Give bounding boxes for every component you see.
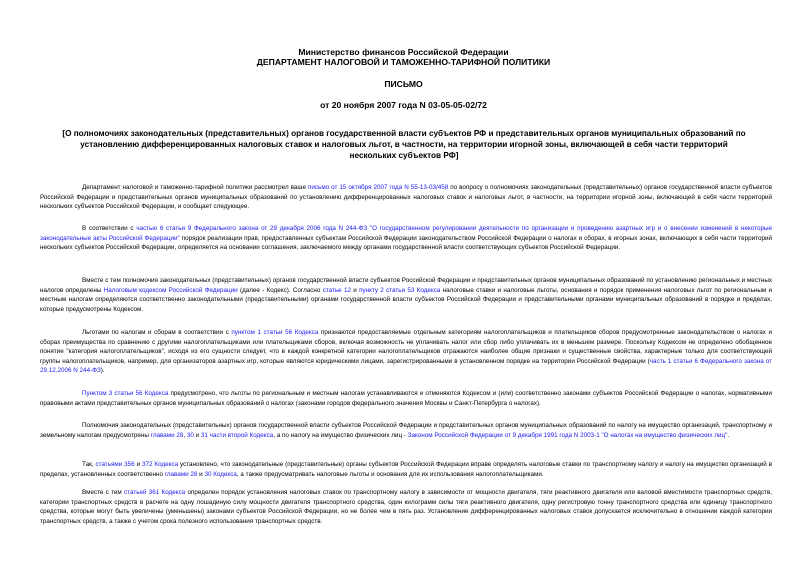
doc-link[interactable]: статьей 361 Кодекса (124, 489, 186, 496)
paragraph-text: установлено, что законодательные (представительные) органы субъектов Российской Федерации вправе определять налоговые ставки по транспортному налогу и налогу на имущество организаций в пределах, установленных соответственно (40, 461, 772, 478)
paragraph-text: Так, (82, 461, 96, 468)
doc-link[interactable]: пункту 2 статьи 53 Кодекса (359, 286, 441, 294)
doc-link[interactable]: Налоговым кодексом Российской Федерации (103, 286, 238, 294)
doc-link[interactable]: 30 (186, 431, 194, 439)
paragraph-4 (40, 328, 772, 376)
paragraph-2 (40, 224, 772, 253)
doc-link[interactable]: Законом Российской Федерации от 9 декабря 1991 года N 2003-1 "О налогах на имущество физических лиц" (407, 431, 728, 439)
paragraph-text: , а также предусматривать налоговые льготы и основания для их использования налогоплательщиками. (236, 470, 544, 478)
document-type: ПИСЬМО (384, 79, 423, 89)
paragraph-7 (40, 460, 772, 479)
doc-link[interactable]: 30 Кодекса (204, 470, 237, 478)
doc-link[interactable]: 372 Кодекса (142, 461, 179, 468)
paragraph-text: . (727, 431, 730, 439)
paragraph-text: признаются предоставляемые отдельным категориям налогоплательщиков и плательщиков сборов предусмотренные законодательством о налогах и сборах преимущества по сравнению с другими налогоплательщиками или плательщиками сборов, включая возможность не уплачивать налог или сбор либо уплачивать их в меньшем размере. Поскольку Кодексом не определено обобщенное понятие "категория налогоплательщиков", исходя из его сущности следует, что в каждой конкретной категории налогоплательщиков отражаются наиболее общие признаки и существенные свойства, характерные только для соответствующей группы налогоплательщиков, например, для организаторов азартных игр, которые являются юридическими лицами, зарегистрированными в установленном порядке на территории Российской Федерации ( (40, 329, 772, 365)
paragraph-text: (далее - Кодекс). Согласно (237, 286, 323, 294)
doc-link[interactable]: главами 28 (150, 431, 184, 439)
paragraph-6 (40, 421, 772, 440)
doc-link[interactable]: статье 12 (322, 286, 351, 294)
paragraph-text: В соответствии с (82, 225, 137, 232)
paragraph-text: и (197, 470, 205, 478)
paragraph-text: ). (100, 367, 105, 374)
document-date-number: от 20 ноября 2007 года N 03-05-05-02/72 (320, 100, 487, 110)
doc-link[interactable]: письмо от 15 октября 2007 года N 55-13-03/458 (307, 184, 449, 191)
paragraph-text: Льготами по налогам и сборам в соответствии с (82, 329, 232, 336)
department-name: ДЕПАРТАМЕНТ НАЛОГОВОЙ И ТАМОЖЕННО-ТАРИФНОЙ ПОЛИТИКИ (256, 57, 551, 67)
paragraph-text: и (134, 461, 142, 468)
paragraph-text: Вместе с тем (82, 489, 124, 496)
doc-link[interactable]: главами 28 (164, 470, 198, 478)
paragraph-text: по вопросу о полномочиях законодательных (представительных) органов государственной власти субъектов Российской Федерации и представительных органов муниципальных образований по установлению дифференцированных налоговых ставок и налоговых льгот, в частности, на территории игорной зоны, включающей в себя части территорий нескольких субъектов Российской Федерации, и сообщает следующее. (40, 184, 772, 210)
paragraph-text: и (350, 286, 360, 294)
paragraph-8 (40, 488, 772, 526)
paragraph-text: и (193, 431, 201, 439)
doc-link[interactable]: Пунктом 3 статьи 56 Кодекса (82, 390, 169, 397)
paragraph-text: , (183, 431, 187, 439)
document-subject: [О полномочиях законодательных (представительных) органов государственной власти субъектов РФ и представительных органов муниципальных образований по установлению дифференцированных налоговых ставок и налоговых льгот, в частности, на территории игорной зоны, включающей в себя части территорий нескольких субъектов РФ] (62, 129, 746, 160)
ministry-name: Министерство финансов Российской Федерации (298, 47, 509, 57)
doc-link[interactable]: статьями 356 (95, 461, 135, 468)
paragraph-text: , а по налогу на имущество физических лиц - (273, 431, 408, 439)
doc-link[interactable]: пунктом 1 статьи 56 Кодекса (231, 329, 319, 336)
paragraph-5 (40, 389, 772, 408)
paragraph-text: предусмотрено, что льготы по региональным и местным налогам устанавливаются и отменяются Кодексом и (или) соответственно законами субъектов Российской Федерации о налогах, нормативными правовыми актами представительных органов муниципальных образований о налогах (законами городов федерального значения Москвы и Санкт-Петербурга о налогах). (40, 390, 772, 407)
paragraph-text: налоговые ставки и налоговые льготы, основания и порядок применения налоговых льгот по региональным и местным налогам определяются соответственно законодательными (представительными) органами государственной власти субъектов Российской Федерации и представительными органами муниципальных образований в порядке и пределах, которые предусмотрены Кодексом. (40, 286, 772, 313)
paragraph-text: определен порядок установления налоговых ставок по транспортному налогу в зависимости от мощности двигателя, тяги реактивного двигателя или валовой вместимости транспортных средств, категории транспортных средств в расчете на одну лошадиную силу мощности двигателя транспортного средства, один килограмм силы тяги реактивного двигателя, одну регистровую тонну транспортного средства или единицу транспортного средства, которые могут быть увеличены (уменьшены) законами субъектов Российской Федерации, но не более чем в пять раз. Установление дифференцированных налоговых ставок допускается исключительно в отношении каждой категории транспортных средств, а также с учетом срока полезного использования транспортных средств. (40, 489, 772, 525)
paragraph-1 (40, 183, 772, 212)
doc-link[interactable]: частью 6 статьи 9 Федерального закона от 29 декабря 2006 года N 244-ФЗ "О государственном регулировании деятельности по организации и проведению азартных игр и о внесении изменений в некоторые законодательные акты Российской Федерации" (40, 225, 772, 242)
paragraph-text: Департамент налоговой и таможенно-тарифной политики рассмотрел ваше (82, 184, 308, 191)
paragraph-text: Вместе с тем полномочия законодательных (представительных) органов государственной власти субъектов Российской Федерации и представительных органов муниципальных образований по установлению региональных и местных налогов определены (40, 277, 772, 294)
paragraph-text: порядок реализации прав, предоставленных субъектам Российской Федерации законодательством Российской Федерации о налогах и сборах, в игорных зонах, включающих в себя части территорий нескольких субъектов Российской Федерации, определяется на основании соглашения, заключаемого между органами государственной власти соответствующих субъектов Российской Федерации. (40, 234, 772, 251)
doc-link[interactable]: часть 1 статьи 6 Федерального закона от 29.12.2006 N 244-ФЗ (40, 357, 772, 374)
paragraph-3 (40, 276, 772, 314)
doc-link[interactable]: 31 части второй Кодекса (200, 431, 274, 439)
paragraph-text: Полномочия законодательных (представительных) органов государственной власти субъектов Российской Федерации и представительных органов муниципальных образований по налогу на имущество организаций, транспортному и земельному налогам предусмотрены (40, 422, 772, 439)
